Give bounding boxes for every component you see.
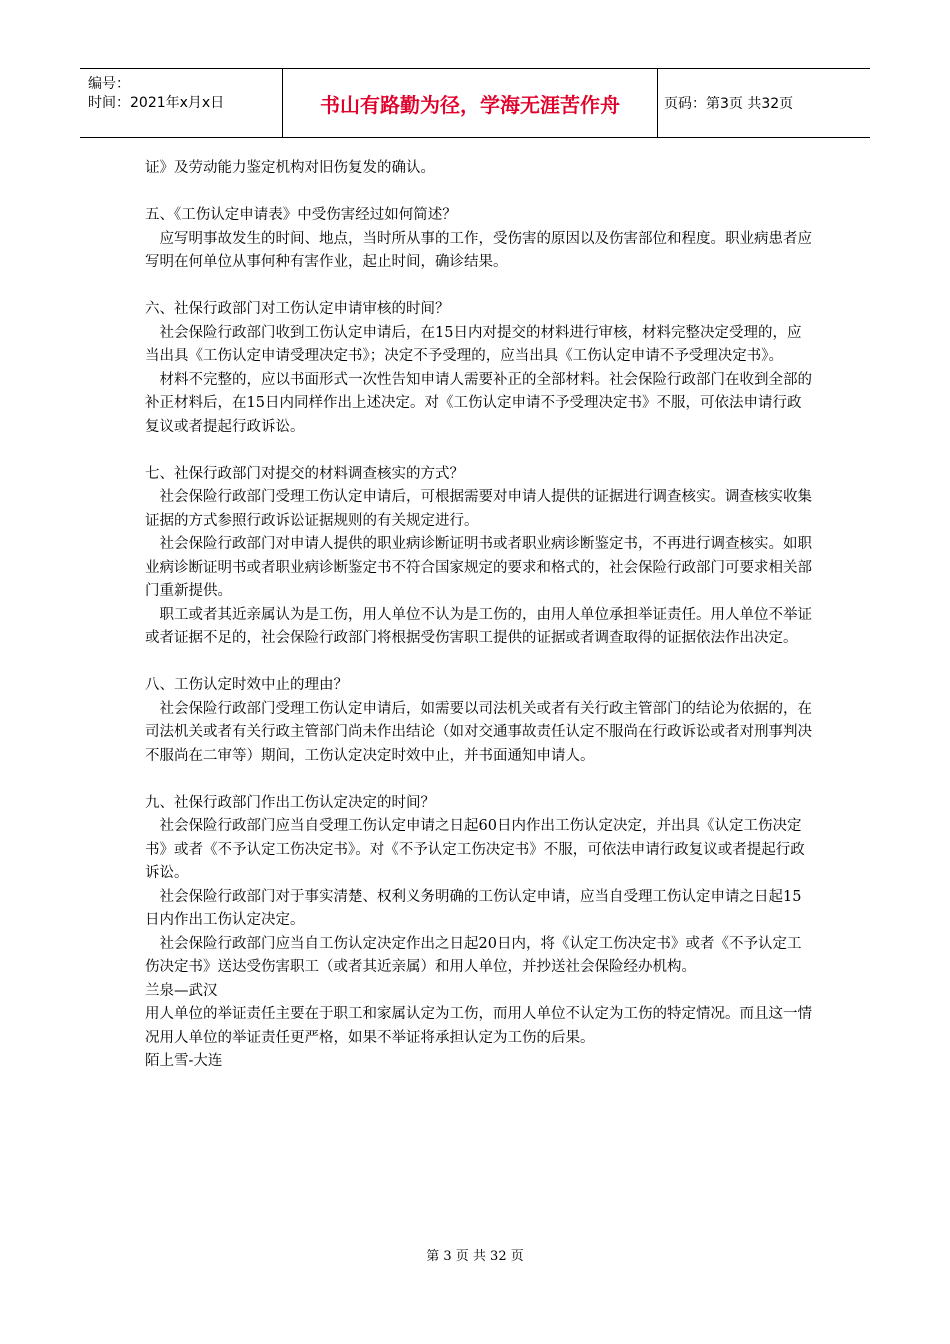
paragraph-gap [145, 439, 815, 463]
paragraph: 社会保险行政部门受理工伤认定申请后，可根据需要对申请人提供的证据进行调查核实。调查核实收集证据的方式参照行政诉讼证据规则的有关规定进行。 [145, 489, 812, 529]
paragraph: 社会保险行政部门收到工伤认定申请后，在15日内对提交的材料进行审核，材料完整决定受理的，应当出具《工伤认定申请受理决定书》；决定不予受理的，应当出具《工伤认定申请不予受理决定书》。 [145, 324, 802, 364]
paragraph: 八、工伤认定时效中止的理由？ [145, 677, 348, 693]
document-number-label: 编号： [88, 76, 130, 92]
header-page-code: 页码：第3页 共32页 [664, 96, 794, 112]
paragraph: 社会保险行政部门对申请人提供的职业病诊断证明书或者职业病诊断鉴定书，不再进行调查核实。如职业病诊断证明书或者职业病诊断鉴定书不符合国家规定的要求和格式的，社会保险行政部门可要求相关部门重新提供。 [145, 536, 812, 599]
paragraph-gap [145, 181, 815, 205]
paragraph: 用人单位的举证责任主要在于职工和家属认定为工伤，而用人单位不认定为工伤的特定情况。而且这一情况用人单位的举证责任更严格，如果不举证将承担认定为工伤的后果。 [145, 1006, 812, 1046]
paragraph: 陌上雪-大连 [145, 1053, 223, 1069]
paragraph: 职工或者其近亲属认为是工伤，用人单位不认为是工伤的，由用人单位承担举证责任。用人单位不举证或者证据不足的，社会保险行政部门将根据受伤害职工提供的证据或者调查取得的证据依法作出决定。 [145, 606, 812, 646]
paragraph: 社会保险行政部门应当自工伤认定决定作出之日起20日内，将《认定工伤决定书》或者《不予认定工伤决定书》送达受伤害职工（或者其近亲属）和用人单位，并抄送社会保险经办机构。 [145, 935, 802, 975]
paragraph: 社会保险行政部门受理工伤认定申请后，如需要以司法机关或者有关行政主管部门的结论为依据的，在司法机关或者有关行政主管部门尚未作出结论（如对交通事故责任认定不服尚在行政诉讼或者对刑事判决不服尚在二审等）期间，工伤认定决定时效中止，并书面通知申请人。 [145, 700, 812, 764]
paragraph: 九、社保行政部门作出工伤认定决定的时间？ [145, 794, 435, 811]
paragraph: 证》及劳动能力鉴定机构对旧伤复发的确认。 [145, 160, 435, 176]
paragraph: 六、社保行政部门对工伤认定申请审核的时间？ [145, 301, 450, 317]
page-footer: 第 3 页 共 32 页 [426, 1249, 524, 1264]
page-header [80, 68, 870, 138]
paragraph: 社会保险行政部门应当自受理工伤认定申请之日起60日内作出工伤认定决定，并出具《认定工伤决定书》或者《不予认定工伤决定书》。对《不予认定工伤决定书》不服，可依法申请行政复议或者提起行政诉讼。 [145, 818, 805, 881]
document-time-label: 时间：2021年x月x日 [88, 95, 225, 111]
paragraph: 材料不完整的，应以书面形式一次性告知申请人需要补正的全部材料。社会保险行政部门在收到全部的补正材料后，在15日内同样作出上述决定。对《工伤认定申请不予受理决定书》不服，可依法申请行政复议或者提起行政诉讼。 [145, 371, 812, 435]
paragraph-gap [145, 275, 815, 299]
paragraph: 社会保险行政部门对于事实清楚、权利义务明确的工伤认定申请，应当自受理工伤认定申请之日起15日内作出工伤认定决定。 [145, 888, 802, 928]
paragraph-gap [145, 768, 815, 792]
document-body [145, 157, 815, 1074]
paragraph: 五、《工伤认定申请表》中受伤害经过如何简述？ [145, 207, 457, 223]
header-motto: 书山有路勤为径，学海无涯苦作舟 [282, 69, 658, 137]
paragraph: 七、社保行政部门对提交的材料调查核实的方式？ [145, 465, 464, 482]
paragraph: 应写明事故发生的时间、地点，当时所从事的工作，受伤害的原因以及伤害部位和程度。职业病患者应写明在何单位从事何种有害作业，起止时间，确诊结果。 [145, 230, 812, 270]
header-meta [80, 69, 282, 137]
paragraph-gap [145, 651, 815, 675]
paragraph: 兰泉—武汉 [145, 982, 218, 999]
